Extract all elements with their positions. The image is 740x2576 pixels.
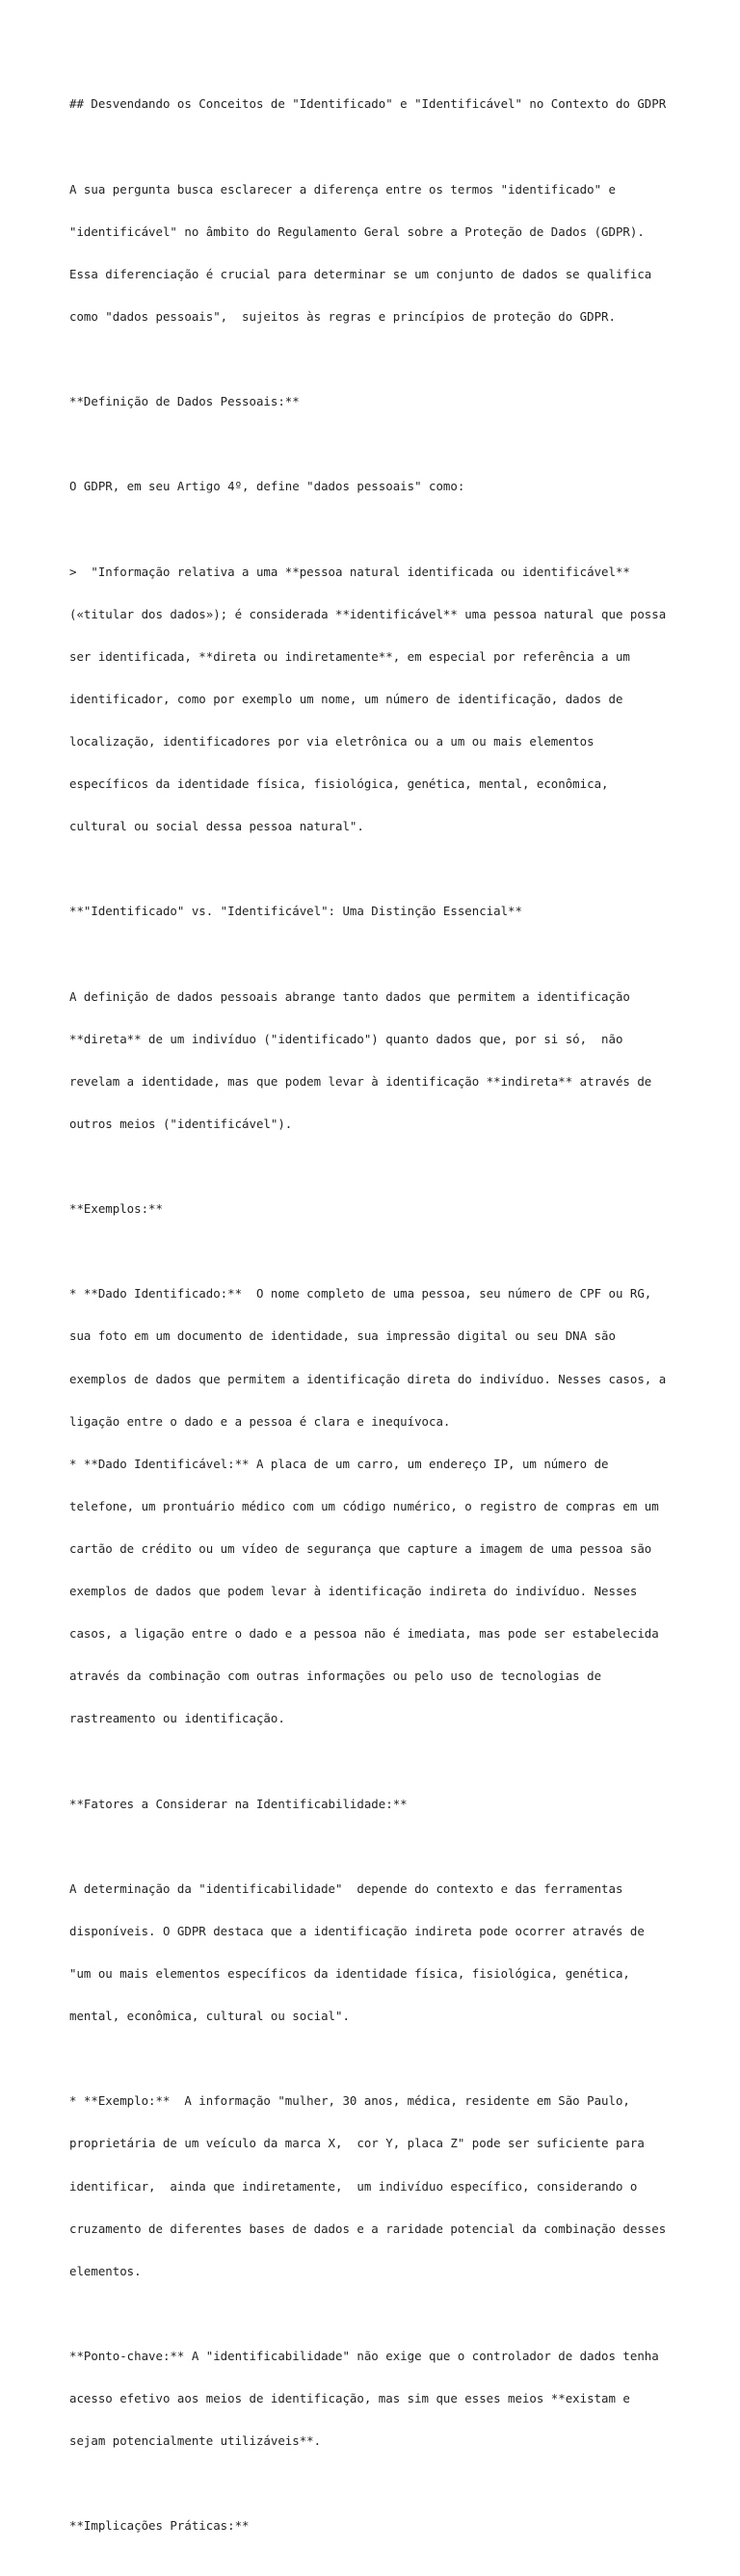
text-line: **Exemplos:** — [69, 1201, 163, 1217]
text-line: A determinação da "identificabilidade" depende do contexto e das ferramentas — [69, 1880, 623, 1896]
text-line: > "Informação relativa a uma **pessoa natural identificada ou identificável** — [69, 564, 630, 579]
text-line: **Definição de Dados Pessoais:** — [69, 394, 300, 409]
text-line: "um ou mais elementos específicos da identidade física, fisiológica, genética, — [69, 1966, 630, 1982]
text-line: O GDPR, em seu Artigo 4º, define "dados pessoais" como: — [69, 479, 465, 494]
text-line: como "dados pessoais", sujeitos às regras e princípios de proteção do GDPR. — [69, 308, 616, 324]
text-line: cruzamento de diferentes bases de dados e a raridade potencial da combinação desses — [69, 2221, 667, 2236]
text-line: Essa diferenciação é crucial para determinar se um conjunto de dados se qualifica — [69, 266, 652, 281]
examples-list — [69, 1259, 686, 1755]
example-bullet — [69, 2066, 686, 2307]
text-line: A definição de dados pessoais abrange tanto dados que permitem a identificação — [69, 988, 630, 1004]
text-line: outros meios ("identificável"). — [69, 1116, 293, 1131]
factors-paragraph — [69, 1853, 686, 2052]
text-line: revelam a identidade, mas que podem levar à identificação **indireta** através de — [69, 1073, 652, 1089]
text-line: ## Desvendando os Conceitos de "Identificado" e "Identificável" no Contexto do GDPR — [69, 96, 667, 112]
text-line: através da combinação com outras informações ou pelo uso de tecnologias de — [69, 1669, 602, 1684]
text-line: * **Exemplo:** A informação "mulher, 30 anos, médica, residente em São Paulo, — [69, 2093, 630, 2109]
text-line: cartão de crédito ou um vídeo de segurança que capture a imagem de uma pessoa são — [69, 1541, 652, 1556]
text-line: disponíveis. O GDPR destaca que a identificação indireta pode ocorrer através de — [69, 1923, 645, 1938]
text-line: localização, identificadores por via eletrônica ou a um ou mais elementos — [69, 733, 595, 749]
document-body — [69, 69, 686, 2576]
section-heading-distinction — [69, 877, 686, 948]
intro-paragraph — [69, 154, 686, 353]
text-line: específicos da identidade física, fisiológica, genética, mental, econômica, — [69, 776, 609, 792]
text-line: ser identificada, **direta ou indiretamente**, em especial por referência a um — [69, 648, 630, 664]
text-line: A sua pergunta busca esclarecer a diferença entre os termos "identificado" e — [69, 181, 616, 197]
text-line: ligação entre o dado e a pessoa é clara e inequívoca. — [69, 1413, 451, 1429]
key-point-paragraph — [69, 2322, 686, 2478]
distinction-paragraph — [69, 961, 686, 1160]
text-line: telefone, um prontuário médico com um código numérico, o registro de compras em um — [69, 1498, 659, 1513]
text-line: identificar, ainda que indiretamente, um indivíduo específico, considerando o — [69, 2178, 638, 2194]
text-line: proprietária de um veículo da marca X, cor Y, placa Z" pode ser suficiente para — [69, 2136, 645, 2151]
text-line: identificador, como por exemplo um nome, um número de identificação, dados de — [69, 691, 623, 706]
text-line: exemplos de dados que permitem a identificação direta do indivíduo. Nesses casos, a — [69, 1371, 667, 1386]
text-line: sejam potencialmente utilizáveis**. — [69, 2433, 322, 2449]
section-heading-definition — [69, 367, 686, 438]
text-line: "identificável" no âmbito do Regulamento Geral sobre a Proteção de Dados (GDPR). — [69, 223, 645, 239]
text-line: **direta** de um indivíduo ("identificado") quanto dados que, por si só, não — [69, 1031, 623, 1046]
text-line: exemplos de dados que podem levar à identificação indireta do indivíduo. Nesses — [69, 1584, 638, 1599]
definition-intro — [69, 452, 686, 523]
text-line: rastreamento ou identificação. — [69, 1711, 285, 1726]
text-line: elementos. — [69, 2263, 142, 2278]
definition-quote — [69, 537, 686, 862]
text-line: * **Dado Identificado:** O nome completo de uma pessoa, seu número de CPF ou RG, — [69, 1286, 652, 1301]
section-heading-examples — [69, 1174, 686, 1246]
text-line: («titular dos dados»); é considerada **identificável** uma pessoa natural que possa — [69, 606, 667, 621]
text-line: **Implicações Práticas:** — [69, 2518, 250, 2534]
text-line: **Fatores a Considerar na Identificabilidade:** — [69, 1796, 408, 1811]
section-heading-factors — [69, 1769, 686, 1840]
text-line: sua foto em um documento de identidade, sua impressão digital ou seu DNA são — [69, 1328, 616, 1344]
text-line: acesso efetivo aos meios de identificação, mas sim que esses meios **existam e — [69, 2391, 630, 2406]
text-line: mental, econômica, cultural ou social". — [69, 2009, 350, 2024]
text-line: * **Dado Identificável:** A placa de um carro, um endereço IP, um número de — [69, 1456, 609, 1471]
text-line: cultural ou social dessa pessoa natural". — [69, 819, 364, 834]
text-line: casos, a ligação entre o dado e a pessoa não é imediata, mas pode ser estabelecida — [69, 1626, 659, 1642]
text-line: **"Identificado" vs. "Identificável": Uma Distinção Essencial** — [69, 904, 522, 919]
heading-title — [69, 69, 686, 141]
section-heading-implications — [69, 2491, 686, 2563]
text-line: **Ponto-chave:** A "identificabilidade" não exige que o controlador de dados tenha — [69, 2349, 659, 2364]
